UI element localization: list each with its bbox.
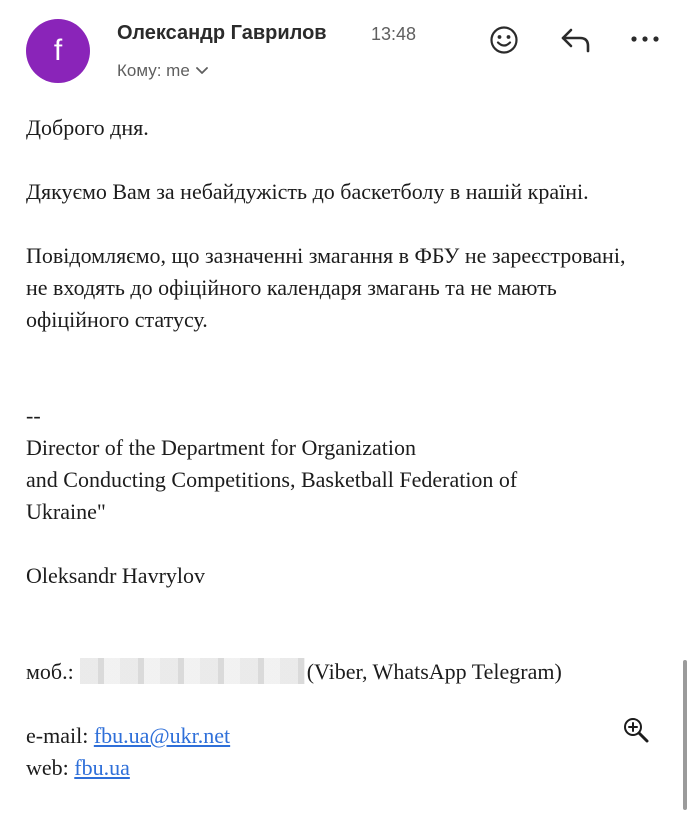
greeting-text: Доброго дня. xyxy=(26,115,149,140)
signature-title-line-1: Director of the Department for Organization xyxy=(26,435,416,460)
web-label: web: xyxy=(26,755,69,780)
notice-text: Повідомляємо, що зазначенні змагання в ФБУ не зареєстровані, не входять до офіційного календаря змагань та не мають офіційного статусу. xyxy=(26,243,626,332)
redacted-phone-number xyxy=(80,658,305,684)
chevron-down-icon xyxy=(196,67,208,75)
sender-name[interactable]: Олександр Гаврилов xyxy=(117,22,327,44)
mobile-apps: (Viber, WhatsApp Telegram) xyxy=(306,659,562,684)
more-icon[interactable] xyxy=(630,33,660,45)
signature-separator: -- xyxy=(26,403,41,428)
signature-name: Oleksandr Havrylov xyxy=(26,563,206,588)
thanks-text: Дякуємо Вам за небайдужість до баскетболу в нашій країні. xyxy=(26,179,589,204)
reply-icon[interactable] xyxy=(560,26,592,54)
scrollbar-thumb[interactable] xyxy=(683,660,687,810)
sent-time: 13:48 xyxy=(371,24,417,44)
signature-title-line-3: Ukraine" xyxy=(26,499,106,524)
web-link[interactable]: fbu.ua xyxy=(74,755,130,780)
mobile-line xyxy=(26,656,646,688)
sender-avatar[interactable]: f xyxy=(26,19,90,83)
web-line xyxy=(26,752,646,784)
email-header xyxy=(0,0,692,100)
email-line xyxy=(26,720,646,752)
mobile-label: моб.: xyxy=(26,659,74,684)
email-link[interactable]: fbu.ua@ukr.net xyxy=(93,723,231,748)
recipients-label: Кому: me xyxy=(117,61,190,80)
zoom-in-cursor-icon xyxy=(622,716,650,744)
email-label: e-mail: xyxy=(26,723,89,748)
recipients-toggle[interactable] xyxy=(117,61,208,81)
email-body xyxy=(26,112,646,784)
emoji-icon[interactable] xyxy=(489,25,519,55)
signature-title-line-2: and Conducting Competitions, Basketball Federation of xyxy=(26,467,518,492)
